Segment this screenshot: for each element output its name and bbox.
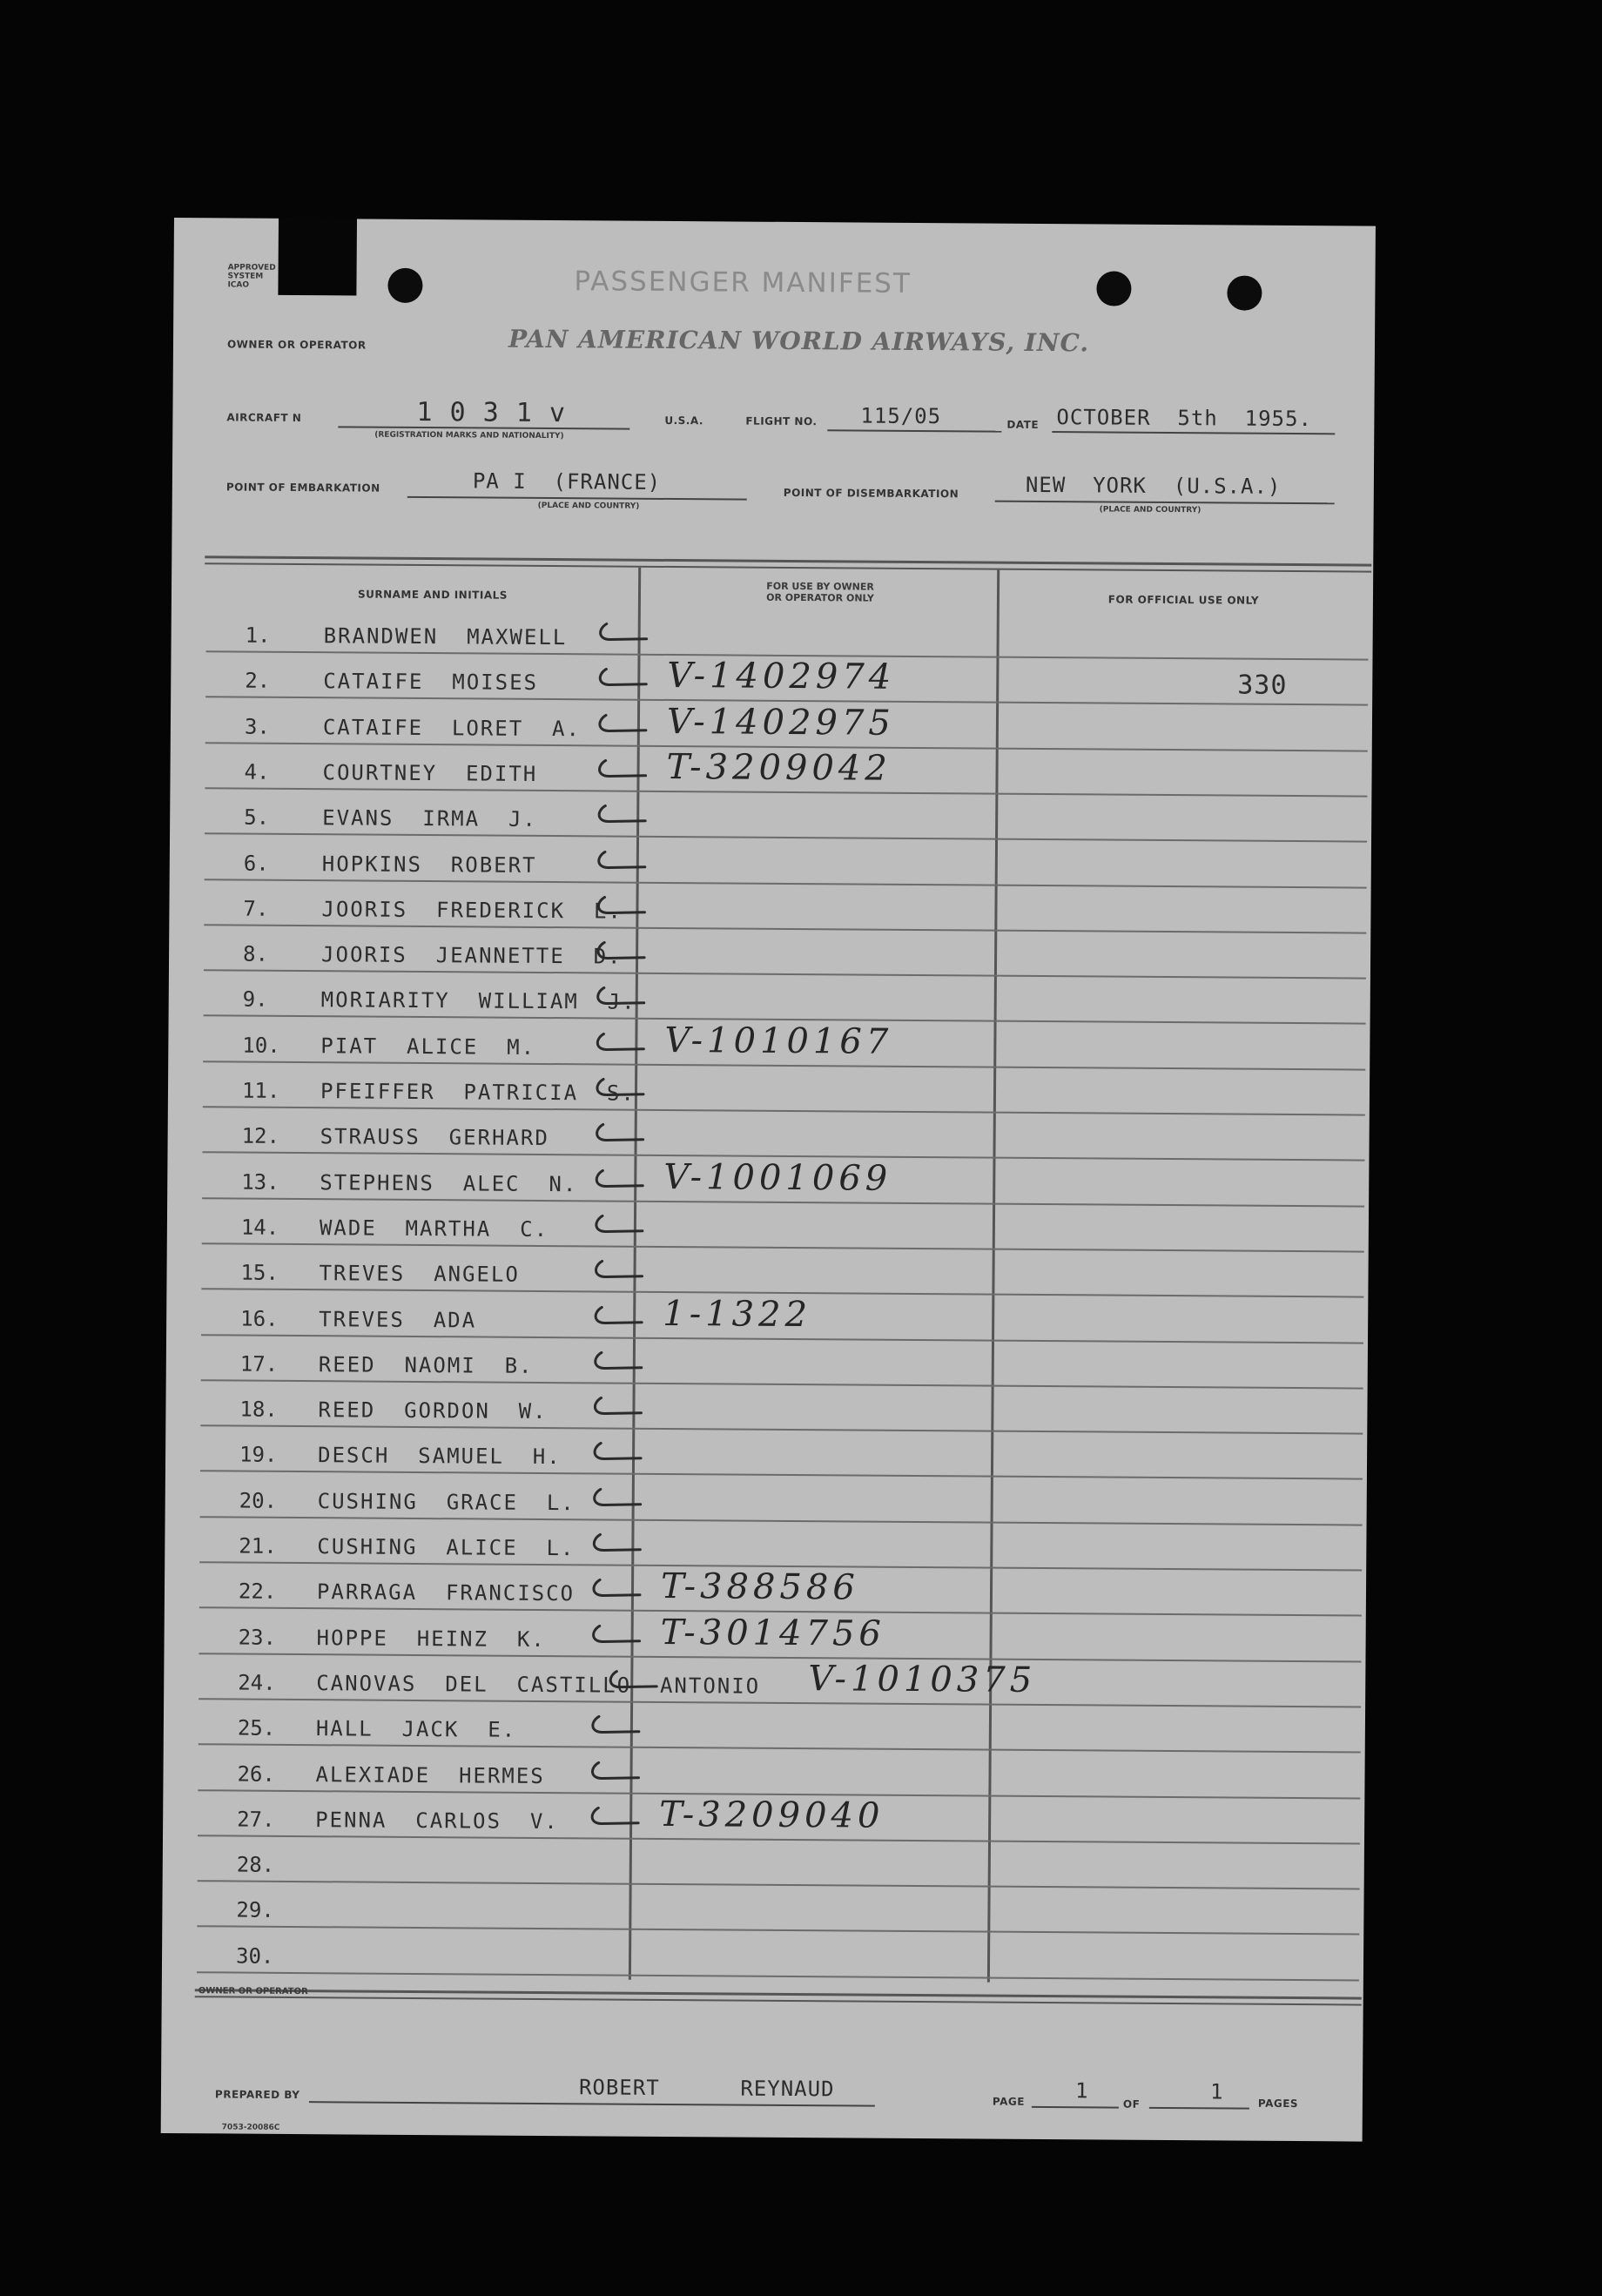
document-number: T-3209042 [666, 746, 892, 789]
check-mark-icon [591, 1624, 643, 1646]
date-label: DATE [1006, 418, 1040, 431]
row-number: 17. [239, 1351, 279, 1377]
passenger-name: ALEXIADE HERMES [315, 1761, 545, 1788]
row-number: 10. [242, 1033, 280, 1058]
passenger-name: STRAUSS GERHARD [320, 1124, 549, 1151]
ink-blot [278, 217, 357, 296]
passenger-name: EVANS IRMA J. [322, 805, 538, 832]
row-number: 4. [244, 759, 270, 784]
check-mark-icon [596, 805, 649, 827]
check-mark-icon [595, 1032, 647, 1054]
embarkation-point: PA I (FRANCE) [472, 468, 662, 495]
document-number: V-1402975 [666, 701, 896, 744]
passenger-name: CATAIFE LORET A. [322, 714, 582, 741]
passenger-name: COURTNEY EDITH [322, 760, 538, 786]
check-mark-icon [592, 1396, 644, 1418]
row-number: 9. [242, 986, 268, 1013]
surname-header: SURNAME AND INITIALS [357, 588, 508, 602]
row-number: 14. [240, 1215, 279, 1240]
check-mark-icon [593, 1260, 645, 1283]
passenger-name: WADE MARTHA C. [319, 1215, 549, 1242]
row-number: 1. [245, 623, 271, 648]
official-use-header: FOR OFFICIAL USE ONLY [1107, 593, 1260, 607]
check-mark-icon [593, 1305, 645, 1328]
page-label: PAGE [992, 2095, 1025, 2108]
passenger-name: JOORIS JEANNETTE D. [320, 942, 623, 969]
check-mark-icon [591, 1579, 643, 1601]
aircraft-label: AIRCRAFT N [226, 411, 302, 425]
passenger-name: PENNA CARLOS V. [315, 1807, 559, 1834]
check-mark-icon [608, 1669, 660, 1692]
manifest-sheet [161, 218, 1376, 2142]
aircraft-note: (REGISTRATION MARKS AND NATIONALITY) [374, 430, 564, 441]
prepared-by: ROBERT REYNAUD [578, 2075, 835, 2102]
passenger-name: PIAT ALICE M. [320, 1033, 536, 1060]
check-mark-icon [598, 622, 650, 644]
row-number: 12. [241, 1123, 280, 1149]
check-mark-icon [594, 1168, 646, 1191]
passenger-name: MORIARITY WILLIAM J. [320, 987, 636, 1015]
prepared-label: PREPARED BY [214, 2088, 300, 2102]
row-number: 7. [243, 896, 269, 921]
document-number: V-1010375 [808, 1659, 1037, 1700]
page-total: 1 [1209, 2079, 1224, 2104]
check-mark-icon [592, 1442, 644, 1464]
document-number: T-3209040 [659, 1794, 885, 1836]
check-mark-icon [596, 758, 649, 781]
document-number: V-1001069 [663, 1156, 892, 1199]
passenger-name: CUSHING ALICE L. [317, 1534, 576, 1561]
row-number: 13. [241, 1169, 279, 1195]
passenger-name: BRANDWEN MAXWELL [323, 623, 568, 650]
document-number: 1-1322 [663, 1293, 812, 1335]
check-mark-icon [596, 940, 648, 963]
passenger-name: REED GORDON W. [318, 1397, 548, 1424]
row-number: 23. [238, 1625, 277, 1650]
pages-label: PAGES [1257, 2097, 1299, 2111]
row-number: 8. [243, 941, 269, 966]
passenger-name: PFEIFFER PATRICIA S. [320, 1079, 636, 1106]
check-mark-icon [591, 1532, 643, 1555]
passenger-name: REED NAOMI B. [318, 1351, 534, 1378]
official-entry: 330 [1237, 670, 1288, 702]
passenger-name: PARRAGA FRANCISCO [316, 1579, 576, 1606]
row-number: 28. [236, 1852, 275, 1877]
owner-label: OWNER OR OPERATOR [226, 338, 367, 352]
passenger-name: TREVES ANGELO [319, 1261, 520, 1287]
of-label: OF [1122, 2097, 1141, 2111]
document-number: V-1010167 [664, 1020, 893, 1062]
row-number: 19. [239, 1442, 278, 1468]
check-mark-icon [597, 713, 650, 736]
row-number: 6. [243, 851, 269, 876]
row-number: 22. [238, 1579, 277, 1605]
footer-owner-label: OWNER OR OPERATOR [198, 1986, 308, 1997]
page-number: 1 [1074, 2078, 1089, 2104]
punch-hole-left [387, 268, 422, 303]
company-name: PAN AMERICAN WORLD AIRWAYS, INC. [508, 324, 1090, 358]
row-number: 30. [235, 1943, 274, 1969]
row-number: 3. [244, 714, 270, 739]
row-number: 26. [237, 1761, 275, 1787]
usa-label: U.S.A. [664, 414, 704, 428]
check-mark-icon [593, 1350, 645, 1373]
passenger-name: CANOVAS DEL CASTILLO ANTONIO [316, 1671, 761, 1699]
row-number: 25. [237, 1715, 276, 1741]
disembarkation-label: POINT OF DISEMBARKATION [783, 486, 959, 501]
passenger-name: STEPHENS ALEC N. [320, 1169, 578, 1196]
form-title: PASSENGER MANIFEST [574, 266, 912, 300]
passenger-name: CATAIFE MOISES [323, 669, 539, 696]
check-mark-icon [589, 1806, 642, 1828]
punch-hole-center [1096, 271, 1131, 306]
check-mark-icon [597, 668, 650, 690]
passenger-name: JOORIS FREDERICK L. [321, 896, 623, 924]
embarkation-note: (PLACE AND COUNTRY) [537, 501, 640, 511]
check-mark-icon [592, 1487, 644, 1510]
row-number: 2. [245, 668, 271, 694]
approval-note: APPROVED SYSTEM ICAO [227, 263, 276, 290]
row-number: 27. [237, 1807, 275, 1832]
check-mark-icon [596, 895, 648, 918]
row-number: 11. [241, 1078, 280, 1103]
owner-use-header-2: OR OPERATOR ONLY [766, 591, 874, 604]
check-mark-icon [594, 1214, 646, 1236]
row-number: 20. [239, 1488, 278, 1513]
row-number: 18. [239, 1397, 278, 1422]
disembarkation-point: NEW YORK (U.S.A.) [1025, 472, 1282, 499]
document-number: T-3014756 [660, 1612, 886, 1654]
passenger-name: CUSHING GRACE L. [317, 1488, 576, 1515]
passenger-name: HOPPE HEINZ K. [316, 1625, 546, 1652]
check-mark-icon [596, 850, 649, 872]
document-number: T-388586 [660, 1566, 859, 1608]
passenger-name: HALL JACK E. [315, 1716, 517, 1742]
passenger-name: DESCH SAMUEL H. [317, 1443, 562, 1470]
disembarkation-note: (PLACE AND COUNTRY) [1099, 505, 1202, 515]
passenger-name: TREVES ADA [319, 1306, 477, 1332]
owner-use-header-1: FOR USE BY OWNER [766, 580, 874, 593]
check-mark-icon [590, 1715, 643, 1738]
row-number: 24. [238, 1670, 276, 1695]
check-mark-icon [596, 986, 648, 1009]
row-number: 29. [236, 1897, 274, 1923]
row-number: 5. [244, 805, 270, 830]
flight-number: 115/05 [860, 403, 942, 429]
flight-label: FLIGHT NO. [745, 414, 818, 428]
aircraft-number: 1 0 3 1 v [416, 396, 567, 429]
check-mark-icon [595, 1123, 647, 1146]
form-code: 7053-20086C [221, 2123, 280, 2132]
check-mark-icon [589, 1761, 642, 1783]
punch-hole-right [1227, 275, 1262, 310]
embarkation-label: POINT OF EMBARKATION [225, 481, 380, 495]
passenger-name: HOPKINS ROBERT [321, 851, 537, 878]
flight-date: OCTOBER 5th 1955. [1056, 405, 1313, 432]
document-number: V-1402974 [667, 656, 896, 698]
row-number: 21. [239, 1533, 277, 1559]
row-number: 15. [240, 1260, 279, 1286]
row-number: 16. [240, 1306, 279, 1331]
check-mark-icon [595, 1077, 647, 1100]
